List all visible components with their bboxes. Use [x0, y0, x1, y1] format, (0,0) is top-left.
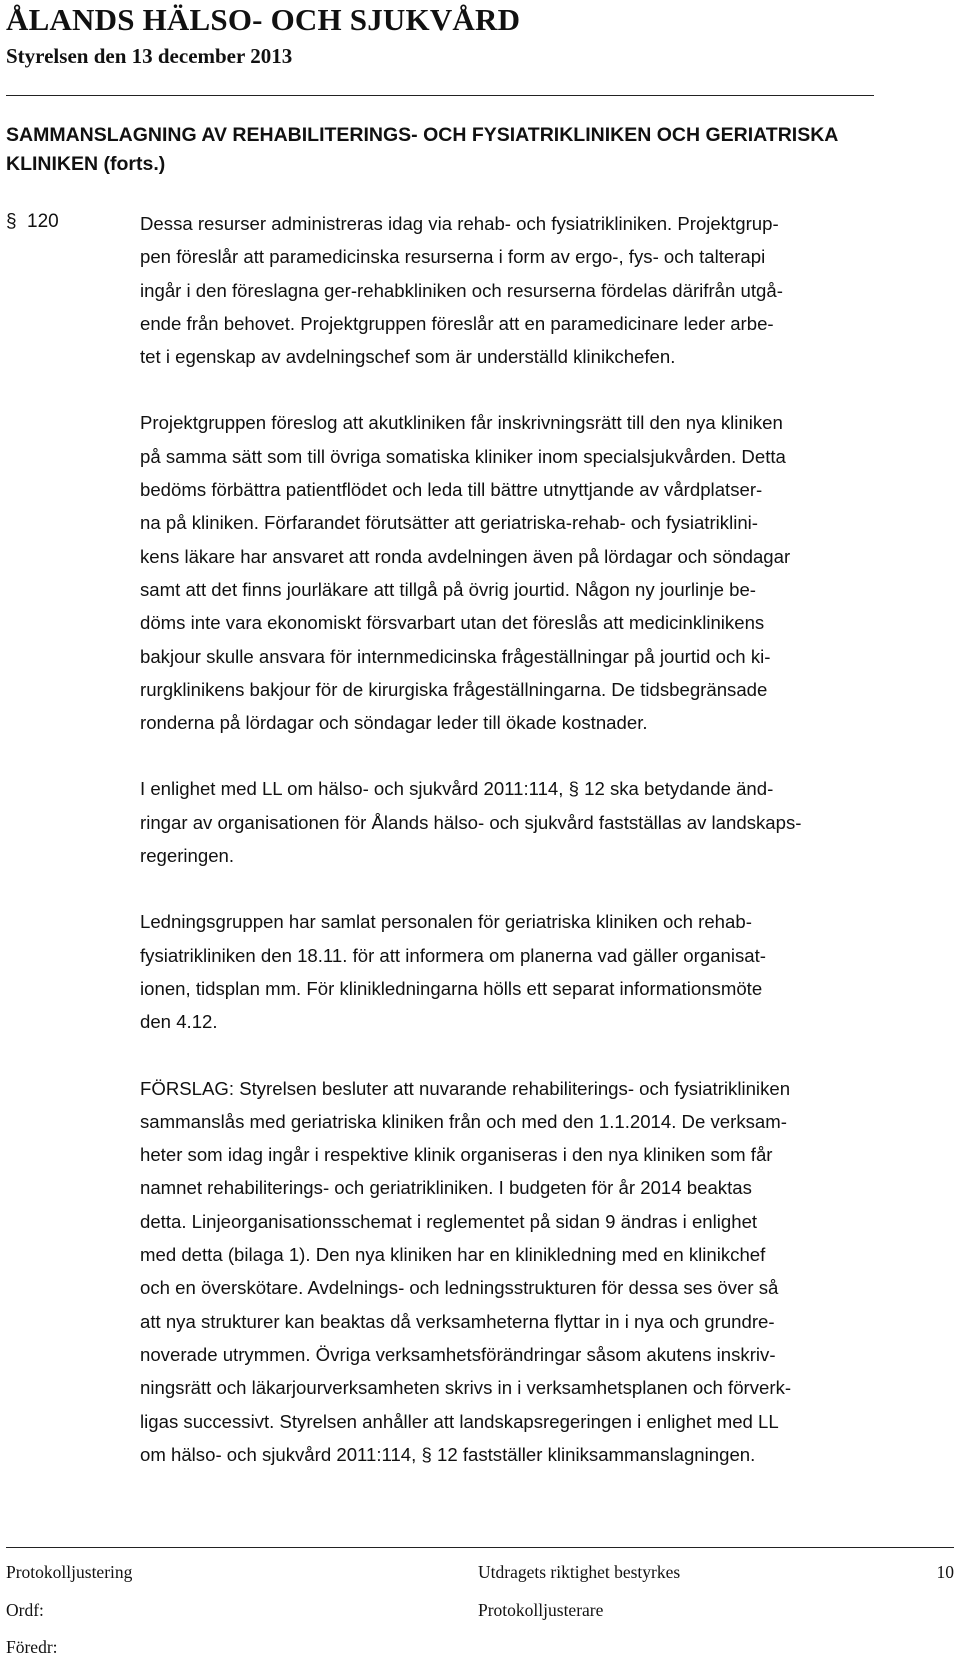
paragraph-line: ionen, tidsplan mm. För klinikledningarna hölls ett separat informationsmöte: [140, 977, 763, 999]
paragraph-line: Ledningsgruppen har samlat personalen för geriatriska kliniken och rehab-: [140, 911, 752, 933]
paragraph-line: och en överskötare. Avdelnings- och ledningsstrukturen för dessa ses över så: [140, 1277, 779, 1299]
body-paragraph: [140, 406, 955, 739]
body-paragraph: [140, 772, 955, 872]
paragraph-line: ningsrätt och läkarjourverksamheten skrivs in i verksamhetsplanen och förverk-: [140, 1377, 792, 1399]
paragraph-line: ringar av organisationen för Ålands hälso- och sjukvård fastställas av landskaps-: [140, 811, 802, 833]
paragraph-line: om hälso- och sjukvård 2011:114, § 12 fastställer kliniksammanslagningen.: [140, 1443, 756, 1465]
body-text: [140, 207, 955, 1504]
paragraph-line: med detta (bilaga 1). Den nya kliniken har en klinikledning med en klinikchef: [140, 1244, 766, 1266]
section-heading-line: KLINIKEN (forts.): [6, 153, 166, 175]
footer-protokolljusterare: Protokolljusterare: [478, 1600, 604, 1620]
header-divider: [6, 95, 874, 96]
body-paragraph: [140, 1072, 955, 1472]
body-paragraph: [140, 905, 955, 1038]
section-heading-line: SAMMANSLAGNING AV REHABILITERINGS- OCH FYSIATRIKLINIKEN OCH GERIATRISKA: [6, 124, 839, 146]
paragraph-line: heter som idag ingår i respektive klinik organiseras i den nya kliniken som får: [140, 1144, 773, 1166]
footer-ordf: Ordf:: [6, 1600, 44, 1620]
paragraph-line: kens läkare har ansvaret att ronda avdelningen även på lördagar och söndagar: [140, 545, 791, 567]
paragraph-line: sammanslås med geriatriska kliniken från och med den 1.1.2014. De verksam-: [140, 1110, 787, 1132]
paragraph-line: Projektgruppen föreslog att akutkliniken får inskrivningsrätt till den nya kliniken: [140, 412, 783, 434]
paragraph-line: regeringen.: [140, 845, 235, 867]
footer-divider: [6, 1547, 954, 1548]
paragraph-symbol: §: [6, 211, 17, 232]
paragraph-line: Dessa resurser administreras idag via rehab- och fysiatrikliniken. Projektgrup-: [140, 213, 779, 234]
section-heading: [6, 121, 926, 179]
footer-foredr: Föredr:: [6, 1637, 58, 1657]
paragraph-line: ingår i den föreslagna ger-rehabkliniken och resurserna fördelas därifrån utgå-: [140, 279, 783, 301]
paragraph-line: namnet rehabiliterings- och geriatrikliniken. I budgeten för år 2014 beaktas: [140, 1177, 752, 1199]
paragraph-line: bedöms förbättra patientflödet och leda till bättre utnyttjande av vårdplatser-: [140, 479, 763, 501]
paragraph-line: I enlighet med LL om hälso- och sjukvård 2011:114, § 12 ska betydande änd-: [140, 778, 774, 800]
body-paragraph: [140, 207, 955, 373]
paragraph-number: 120: [27, 211, 59, 232]
paragraph-line: döms inte vara ekonomiskt försvarbart utan det föreslås att medicinklinikens: [140, 612, 765, 634]
paragraph-line: ende från behovet. Projektgruppen föreslår att en paramedicinare leder arbe-: [140, 312, 774, 334]
paragraph-line: den 4.12.: [140, 1011, 218, 1033]
footer-protokolljustering: Protokolljustering: [6, 1562, 133, 1582]
paragraph-line: na på kliniken. Förfarandet förutsätter att geriatriska-rehab- och fysiatriklini-: [140, 512, 758, 534]
paragraph-line: noverade utrymmen. Övriga verksamhetsförändringar såsom akutens inskriv-: [140, 1343, 776, 1365]
paragraph-line: pen föreslår att paramedicinska resurserna i form av ergo-, fys- och talterapi: [140, 246, 766, 268]
paragraph-line: på samma sätt som till övriga somatiska kliniker inom specialsjukvården. Detta: [140, 445, 786, 467]
paragraph-line: rurgklinikens bakjour för de kirurgiska frågeställningarna. De tidsbegränsade: [140, 678, 768, 700]
paragraph-line: tet i egenskap av avdelningschef som är underställd klinikchefen.: [140, 346, 676, 368]
paragraph-line: bakjour skulle ansvara för internmedicinska frågeställningar på jourtid och ki-: [140, 645, 771, 667]
page-number: 10: [936, 1562, 954, 1582]
meeting-date: Styrelsen den 13 december 2013: [6, 44, 293, 68]
paragraph-line: fysiatrikliniken den 18.11. för att informera om planerna vad gäller organisat-: [140, 944, 766, 966]
paragraph-line: ronderna på lördagar och söndagar leder till ökade kostnader.: [140, 712, 648, 734]
paragraph-line: ligas successivt. Styrelsen anhåller att landskapsregeringen i enlighet med LL: [140, 1410, 779, 1432]
paragraph-line: att nya strukturer kan beaktas då verksamheterna flyttar in i nya och grundre-: [140, 1310, 775, 1332]
paragraph-line: samt att det finns jourläkare att tillgå på övrig jourtid. Någon ny jourlinje be-: [140, 578, 756, 600]
paragraph-line: detta. Linjeorganisationsschemat i reglementet på sidan 9 ändras i enlighet: [140, 1210, 758, 1232]
org-title: ÅLANDS HÄLSO- OCH SJUKVÅRD: [6, 2, 521, 37]
paragraph-line: FÖRSLAG: Styrelsen besluter att nuvarande rehabiliterings- och fysiatrikliniken: [140, 1077, 791, 1099]
footer-certification: Utdragets riktighet bestyrkes: [478, 1562, 681, 1582]
